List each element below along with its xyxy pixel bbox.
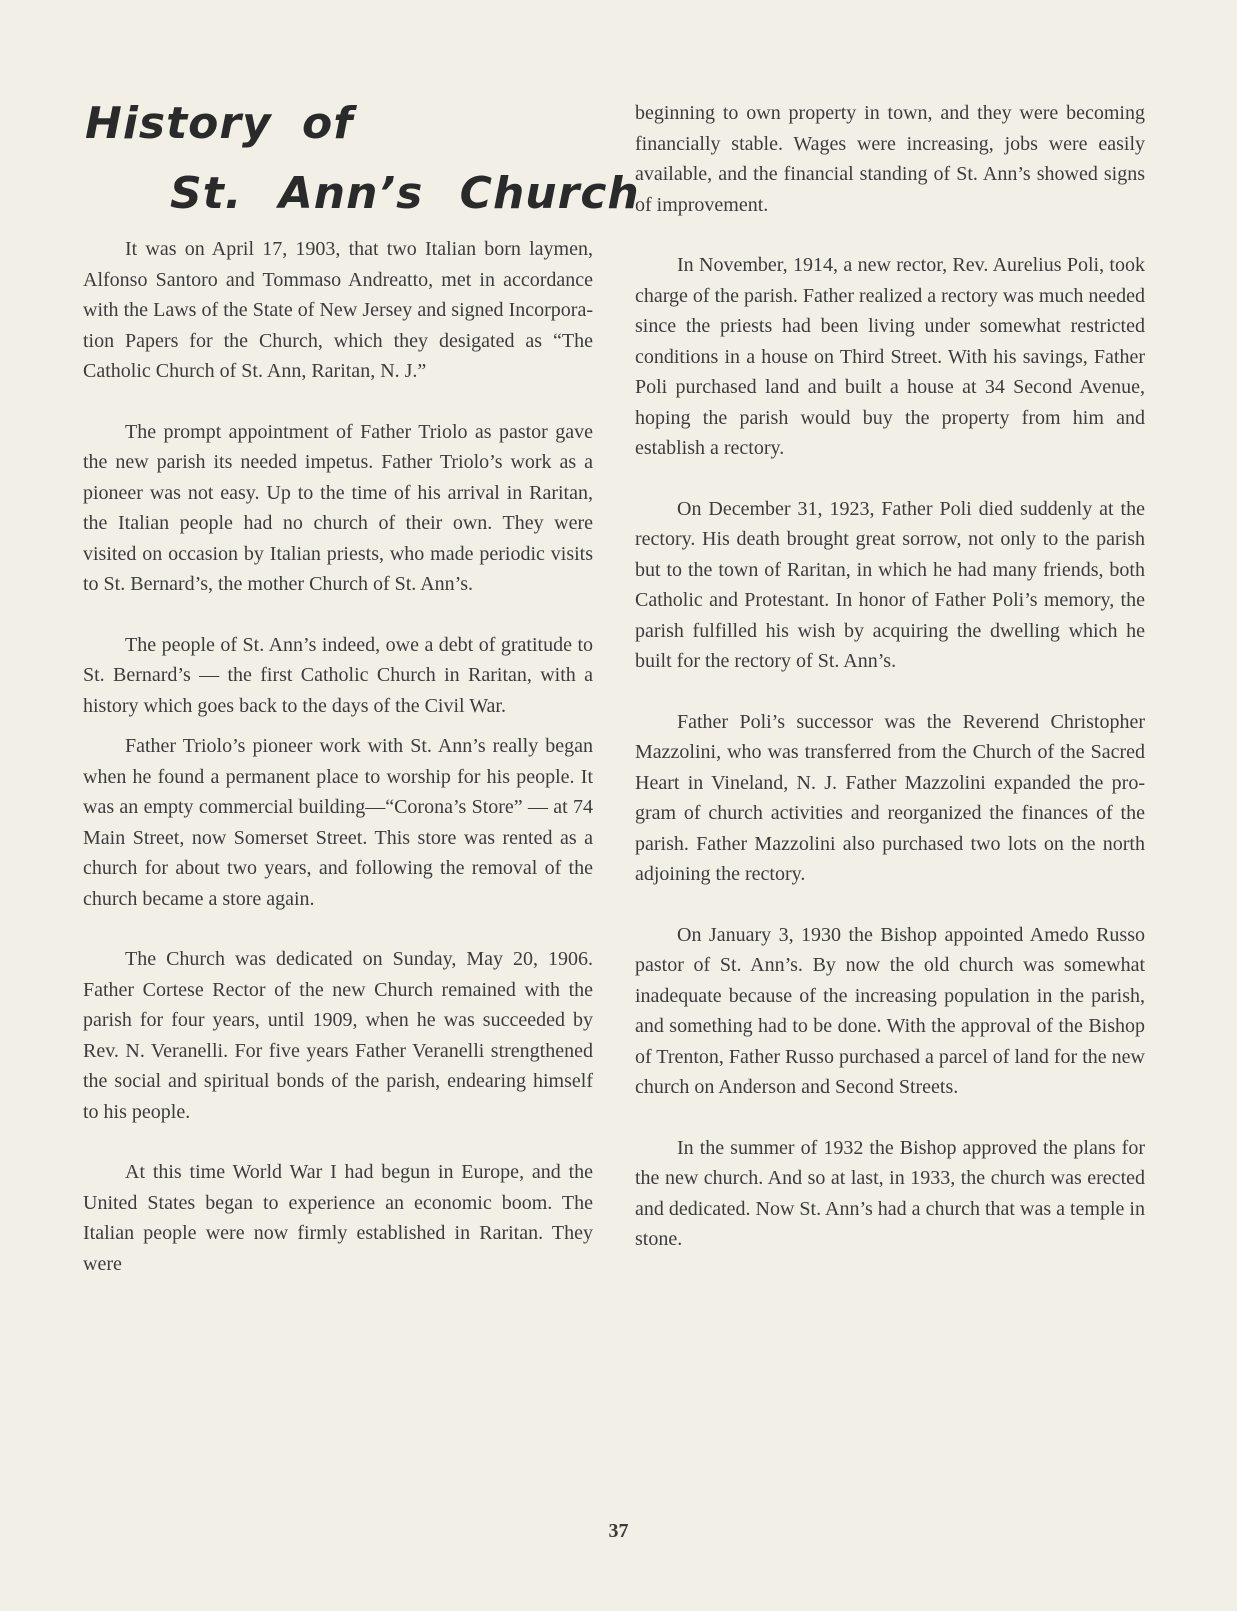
- title-line-1: History of: [85, 98, 354, 149]
- paragraph-coronas-store: Father Triolo’s pioneer work with St. Ann’s really began when he found a permanent place to worship for his people. It was an empty commercial building—“Corona’s Store” — at 74 Main Street, now Somerset Street. This store was rented as a church for about two years, and following the removal of the church became a store again.: [83, 735, 593, 910]
- paragraph-dedication: The Church was dedicated on Sunday, May 20, 1906. Father Cortese Rector of the new Church remained with the parish for four years, until 1909, when he was succeeded by Rev. N. Veranelli. For five years Father Veranelli strengthened the social and spiritual bonds of the parish, endearing himself to his people.: [83, 948, 593, 1123]
- title-line-2: St. Ann’s Church: [170, 168, 640, 219]
- paragraph-poli-death: On December 31, 1923, Father Poli died suddenly at the rectory. His death brought great sorrow, not only to the parish but to the town of Raritan, in which he had many friends, both Catholic and Protestant. In honor of Father Poli’s memory, the parish fulfilled his wish by acquiring the dwelling which he built for the rectory of St. Ann’s.: [635, 497, 1145, 672]
- paragraph-father-poli: In November, 1914, a new rector, Rev. Aurelius Poli, took charge of the parish. Father realized a rectory was much needed since the priests had been living under somewhat restricted conditions in a house on Third Street. With his savings, Father Poli purchased land and built a house at 34 Second Avenue, hoping the parish would buy the property from him and establish a rectory.: [635, 254, 1145, 459]
- paragraph-new-church: In the summer of 1932 the Bishop approved the plans for the new church. And so at last, in 1933, the church was erected and dedicated. Now St. Ann’s had a church that was a temple in stone.: [635, 1136, 1145, 1250]
- page-number: 37: [608, 1520, 629, 1542]
- paragraph-father-triolo: The prompt appointment of Father Triolo as pastor gave the new parish its needed impetus. Father Triolo’s work as a pioneer was not easy. Up to the time of his arrival in Raritan, the Italian people had no church of their own. They were visited on occasion by Italian priests, who made periodic visits to St. Bernard’s, the mother Church of St. Ann’s.: [83, 420, 593, 595]
- paragraph-russo: On January 3, 1930 the Bishop appointed Amedo Russo pastor of St. Ann’s. By now the old church was somewhat inadequate because of the increasing population in the parish, and something had to be done. With the approval of the Bishop of Trenton, Father Russo purchased a parcel of land for the new church on Anderson and Second Streets.: [635, 923, 1145, 1098]
- right-column: [635, 98, 1145, 1255]
- paragraph-incorporation: It was on April 17, 1903, that two Italian born laymen, Alfonso Santoro and Tommaso Andreatto, met in accordance with the Laws of the State of New Jersey and signed Incorporation Papers for the Church, which they desigated as “The Catholic Church of St. Ann, Raritan, N. J.”: [83, 238, 593, 382]
- paragraph-mazzolini: Father Poli’s successor was the Reverend Christopher Mazzolini, who was transferred from the Church of the Sacred Heart in Vineland, N. J. Father Mazzolini expanded the program of church activities and reorganized the finances of the parish. Father Mazzolini also purchased two lots on the north adjoining the rectory.: [635, 710, 1145, 885]
- paragraph-world-war: At this time World War I had begun in Europe, and the United States began to experience an economic boom. The Italian people were now firmly established in Raritan. They were: [83, 1161, 593, 1275]
- left-column: [83, 234, 593, 1279]
- paragraph-continuation: beginning to own property in town, and they were becoming financially stable. Wages were increasing, jobs were easily available, and the financial standing of St. Ann’s showed signs of improvement.: [635, 102, 1145, 216]
- paragraph-st-bernards: The people of St. Ann’s indeed, owe a debt of gratitude to St. Bernard’s — the first Catholic Church in Raritan, with a history which goes back to the days of the Civil War.: [83, 633, 593, 717]
